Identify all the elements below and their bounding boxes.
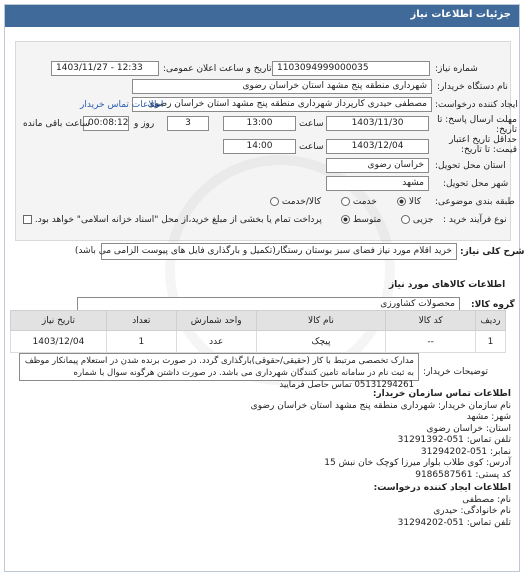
- checkbox-icon: [23, 215, 32, 224]
- details-window: [4, 4, 524, 572]
- col-header-unit: واحد شمارش: [176, 311, 256, 331]
- city-field[interactable]: مشهد: [326, 176, 429, 191]
- category-option-both-label: کالا/خدمت: [281, 197, 322, 207]
- radio-selected-icon: [397, 197, 406, 206]
- col-header-qty: تعداد: [106, 311, 176, 331]
- cell-name: پیچک: [256, 331, 386, 353]
- process-option-medium-label: متوسط: [352, 215, 382, 225]
- need-number-field[interactable]: 1103094999000035: [272, 61, 430, 76]
- goods-group-field[interactable]: محصولات کشاورزی: [77, 297, 460, 312]
- org-contact-line: آدرس: کوی طلاب بلوار میرزا کوچک خان نبش 15: [324, 458, 511, 468]
- org-contact-line: کد پستی: 9186587561: [415, 469, 511, 480]
- need-number-label: شماره نیاز:: [435, 64, 478, 74]
- buyer-label: نام دستگاه خریدار:: [437, 82, 508, 92]
- radio-icon: [401, 215, 410, 224]
- window-title: جزئیات اطلاعات نیاز: [5, 5, 519, 27]
- category-option-service-label: خدمت: [352, 197, 377, 207]
- announce-field[interactable]: 1403/11/27 - 12:33: [51, 61, 159, 76]
- category-label: طبقه بندی موضوعی:: [435, 197, 515, 207]
- buyer-notes-label: توضیحات خریدار:: [423, 367, 489, 377]
- deadline-label: مهلت ارسال پاسخ: تا تاریخ:: [437, 115, 517, 135]
- cell-code: --: [386, 331, 476, 353]
- payment-option[interactable]: [23, 215, 322, 225]
- process-option-minor-label: جزیی: [412, 215, 434, 225]
- org-contact-line: نمابر: 051-31294202: [420, 446, 511, 457]
- city-label: شهر محل تحویل:: [443, 179, 509, 189]
- process-label: نوع فرآیند خرید :: [443, 215, 507, 225]
- org-contact-line: استان: خراسان رضوی: [426, 423, 511, 434]
- creator-contact-line: تلفن تماس: 051-31294202: [397, 517, 511, 528]
- days-label: روز و: [134, 119, 155, 129]
- col-header-date: تاریخ نیاز: [11, 311, 107, 331]
- creator-field[interactable]: مصطفی حیدری کارپرداز شهرداری منطقه پنج مشهد استان خراسان رضوی: [132, 97, 432, 112]
- radio-icon: [341, 197, 350, 206]
- buyer-contact-link[interactable]: اطلاعات تماس خریدار: [80, 100, 164, 110]
- org-contact-line: نام سازمان خریدار: شهرداری منطقه پنج مشهد استان خراسان رضوی: [250, 400, 511, 411]
- remaining-time-field[interactable]: 00:08:12: [83, 116, 129, 131]
- deadline-date-field[interactable]: 1403/11/30: [326, 116, 429, 131]
- validity-time-field[interactable]: 14:00: [223, 139, 296, 154]
- payment-text: پرداخت تمام یا بخشی از مبلغ خرید،از محل "اسناد خزانه اسلامی" خواهد بود.: [34, 215, 322, 225]
- announce-label: تاریخ و ساعت اعلان عمومی:: [163, 64, 272, 74]
- category-option-goods-label: کالا: [408, 197, 422, 207]
- table-header-row: [11, 311, 506, 331]
- creator-contact-title: اطلاعات ایجاد کننده درخواست:: [373, 483, 511, 493]
- col-header-name: نام کالا: [256, 311, 386, 331]
- category-option-service[interactable]: [341, 197, 377, 207]
- summary-label: شرح کلی نیاز:: [460, 247, 524, 257]
- org-contact-line: شهر: مشهد: [466, 412, 511, 422]
- summary-field[interactable]: خرید اقلام مورد نیاز فضای سبز بوستان رستگار(تکمیل و بارگذاری فایل های پیوست الزامی می باشد): [101, 243, 457, 260]
- validity-time-label: ساعت: [299, 142, 324, 152]
- deadline-time-field[interactable]: 13:00: [223, 116, 296, 131]
- category-option-both[interactable]: [270, 197, 321, 207]
- remaining-label: ساعت باقی مانده: [23, 119, 90, 129]
- org-contact-line: تلفن تماس: 051-31291392: [397, 435, 511, 445]
- validity-label: حداقل تاریخ اعتبار قیمت: تا تاریخ:: [449, 135, 517, 155]
- cell-row: 1: [476, 331, 506, 353]
- goods-section-title: اطلاعات کالاهای مورد نیاز: [389, 280, 506, 290]
- province-label: استان محل تحویل:: [435, 161, 506, 171]
- buyer-notes-box[interactable]: مدارک تخصصی مرتبط با کار (حقیقی/حقوقی)بارگذاری گردد. در صورت برنده شدن در استعلام پیمانکار موظف به ثبت نام در سامانه تامین کنندگان شهرداری می باشد. در صورت داشتن هرگونه سوال با شماره 05131294261 تماس حاصل فرمایید: [19, 353, 419, 381]
- process-option-minor[interactable]: [401, 215, 433, 225]
- deadline-time-label: ساعت: [299, 119, 324, 129]
- cell-qty: 1: [106, 331, 176, 353]
- radio-icon: [270, 197, 279, 206]
- cell-unit: عدد: [176, 331, 256, 353]
- category-option-goods[interactable]: [397, 197, 421, 207]
- buyer-field[interactable]: شهرداری منطقه پنج مشهد استان خراسان رضوی: [132, 79, 432, 94]
- validity-date-field[interactable]: 1403/12/04: [326, 139, 429, 154]
- radio-selected-icon: [341, 215, 350, 224]
- col-header-code: کد کالا: [386, 311, 476, 331]
- province-field[interactable]: خراسان رضوی: [326, 158, 429, 173]
- org-contact-title: اطلاعات تماس سازمان خریدار:: [372, 389, 511, 399]
- col-header-row: ردیف: [476, 311, 506, 331]
- org-contact-block: [15, 389, 511, 529]
- cell-date: 1403/12/04: [11, 331, 107, 353]
- process-option-medium[interactable]: [341, 215, 381, 225]
- days-field[interactable]: 3: [167, 116, 209, 131]
- table-row[interactable]: [11, 331, 506, 353]
- goods-group-label: گروه کالا:: [471, 300, 515, 310]
- creator-contact-line: نام: مصطفی: [462, 494, 511, 505]
- creator-label: ایجاد کننده درخواست:: [435, 100, 518, 110]
- creator-contact-line: نام خانوادگی: حیدری: [433, 506, 511, 516]
- goods-table-main: [10, 310, 506, 353]
